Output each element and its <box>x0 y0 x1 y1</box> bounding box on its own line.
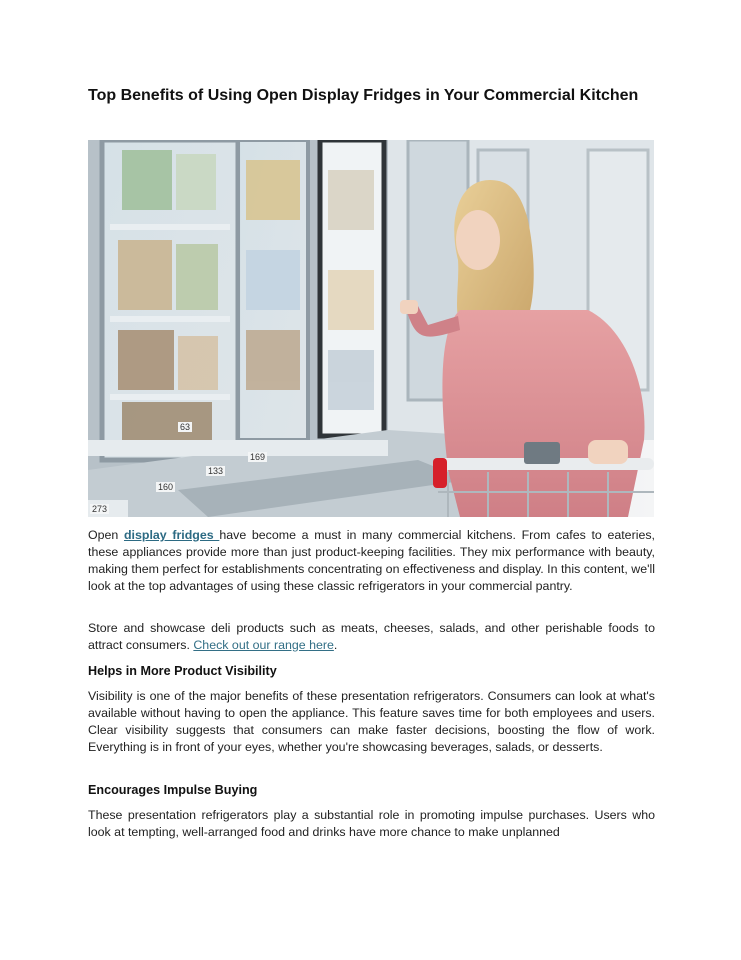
price-tag: 273 <box>92 504 108 514</box>
section-heading-impulse: Encourages Impulse Buying <box>88 783 258 797</box>
price-tag: 169 <box>250 452 266 462</box>
price-tag: 133 <box>208 466 224 476</box>
price-tag: 63 <box>180 422 191 432</box>
store-text: Store and showcase deli products such as meats, cheeses, salads, and other perishable foods to attract consumers. <box>88 621 655 652</box>
page-title: Top Benefits of Using Open Display Fridges in Your Commercial Kitchen <box>88 87 639 104</box>
intro-paragraph <box>88 527 655 595</box>
supermarket-freezer-photo <box>88 140 654 517</box>
intro-text-end: have become a must in many commercial kitchens. From cafes to eateries, these appliances provide more than just product-keeping facilities. They mix performance with beauty, making them perfect for establishments concentrating on effectiveness and display. In this content, we'll look at the top advantages of using these classic refrigerators in your commercial pantry. <box>88 528 655 593</box>
section-body-impulse: These presentation refrigerators play a substantial role in promoting impulse purchases. Users who look at tempting, well-arranged food and drinks have more chance to make unplanned <box>88 808 655 839</box>
section-heading-visibility: Helps in More Product Visibility <box>88 664 277 678</box>
price-tag: 160 <box>158 482 174 492</box>
hero-image <box>88 140 654 517</box>
store-paragraph <box>88 620 655 654</box>
range-link[interactable]: Check out our range here <box>193 638 334 652</box>
intro-text-start: Open <box>88 528 124 542</box>
display-fridges-link[interactable]: display fridges <box>123 528 220 542</box>
section-body-visibility: Visibility is one of the major benefits of these presentation refrigerators. Consumers can look at what's available without having to open the appliance. This feature saves time for both employees and users. Clear visibility suggests that consumers can make faster decisions, boosting the flow of work. Everything is in front of your eyes, whether you're showcasing beverages, salads, or desserts. <box>88 689 655 754</box>
store-text-end: . <box>333 638 338 652</box>
